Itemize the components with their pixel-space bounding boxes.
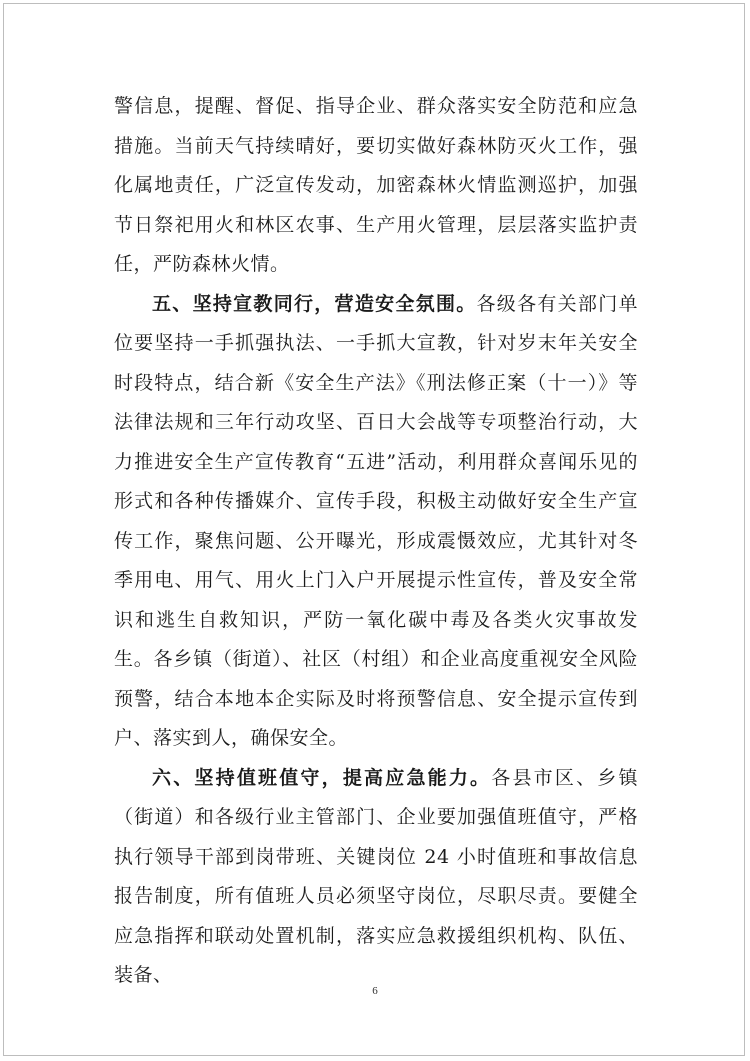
paragraph-text: 警信息，提醒、督促、指导企业、群众落实安全防范和应急措施。当前天气持续晴好，要切实做好森林防灭火工作，强化属地责任，广泛宣传发动，加密森林火情监测巡护，加强节日祭祀用火和林区农事、生产用火管理，层层落实监护责任，严防森林火情。 [114,95,638,275]
paragraph-section-six [114,759,638,996]
document-body [114,87,638,996]
paragraph-continuation [114,87,638,285]
paragraph-text: 各级各有关部门单位要坚持一手抓强执法、一手抓大宣教，针对岁末年关安全时段特点，结合新《安全生产法》《刑法修正案（十一）》等法律法规和三年行动攻坚、百日大会战等专项整治行动，大力推进安全生产宣传教育“五进”活动，利用群众喜闻乐见的形式和各种传播媒介、宣传手段，积极主动做好安全生产宣传工作，聚焦问题、公开曝光，形成震慑效应，尤其针对冬季用电、用气、用火上门入户开展提示性宣传，普及安全常识和逃生自救知识，严防一氧化碳中毒及各类火灾事故发生。各乡镇（街道）、社区（村组）和企业高度重视安全风险预警，结合本地本企实际及时将预警信息、安全提示宣传到户、落实到人，确保安全。 [114,292,638,749]
page-number: 6 [372,985,378,997]
paragraph-text: 各县市区、乡镇（街道）和各级行业主管部门、企业要加强值班值守，严格执行领导干部到岗带班、关键岗位 24 小时值班和事故信息报告制度，所有值班人员必须坚守岗位，尽职尽责。要健全应急指挥和联动处置机制，落实应急救援组织机构、队伍、装备、 [114,766,638,986]
section-heading: 五、坚持宣教同行，营造安全氛围。 [152,292,477,315]
section-heading: 六、坚持值班值守，提高应急能力。 [152,766,492,789]
paragraph-section-five [114,285,638,759]
